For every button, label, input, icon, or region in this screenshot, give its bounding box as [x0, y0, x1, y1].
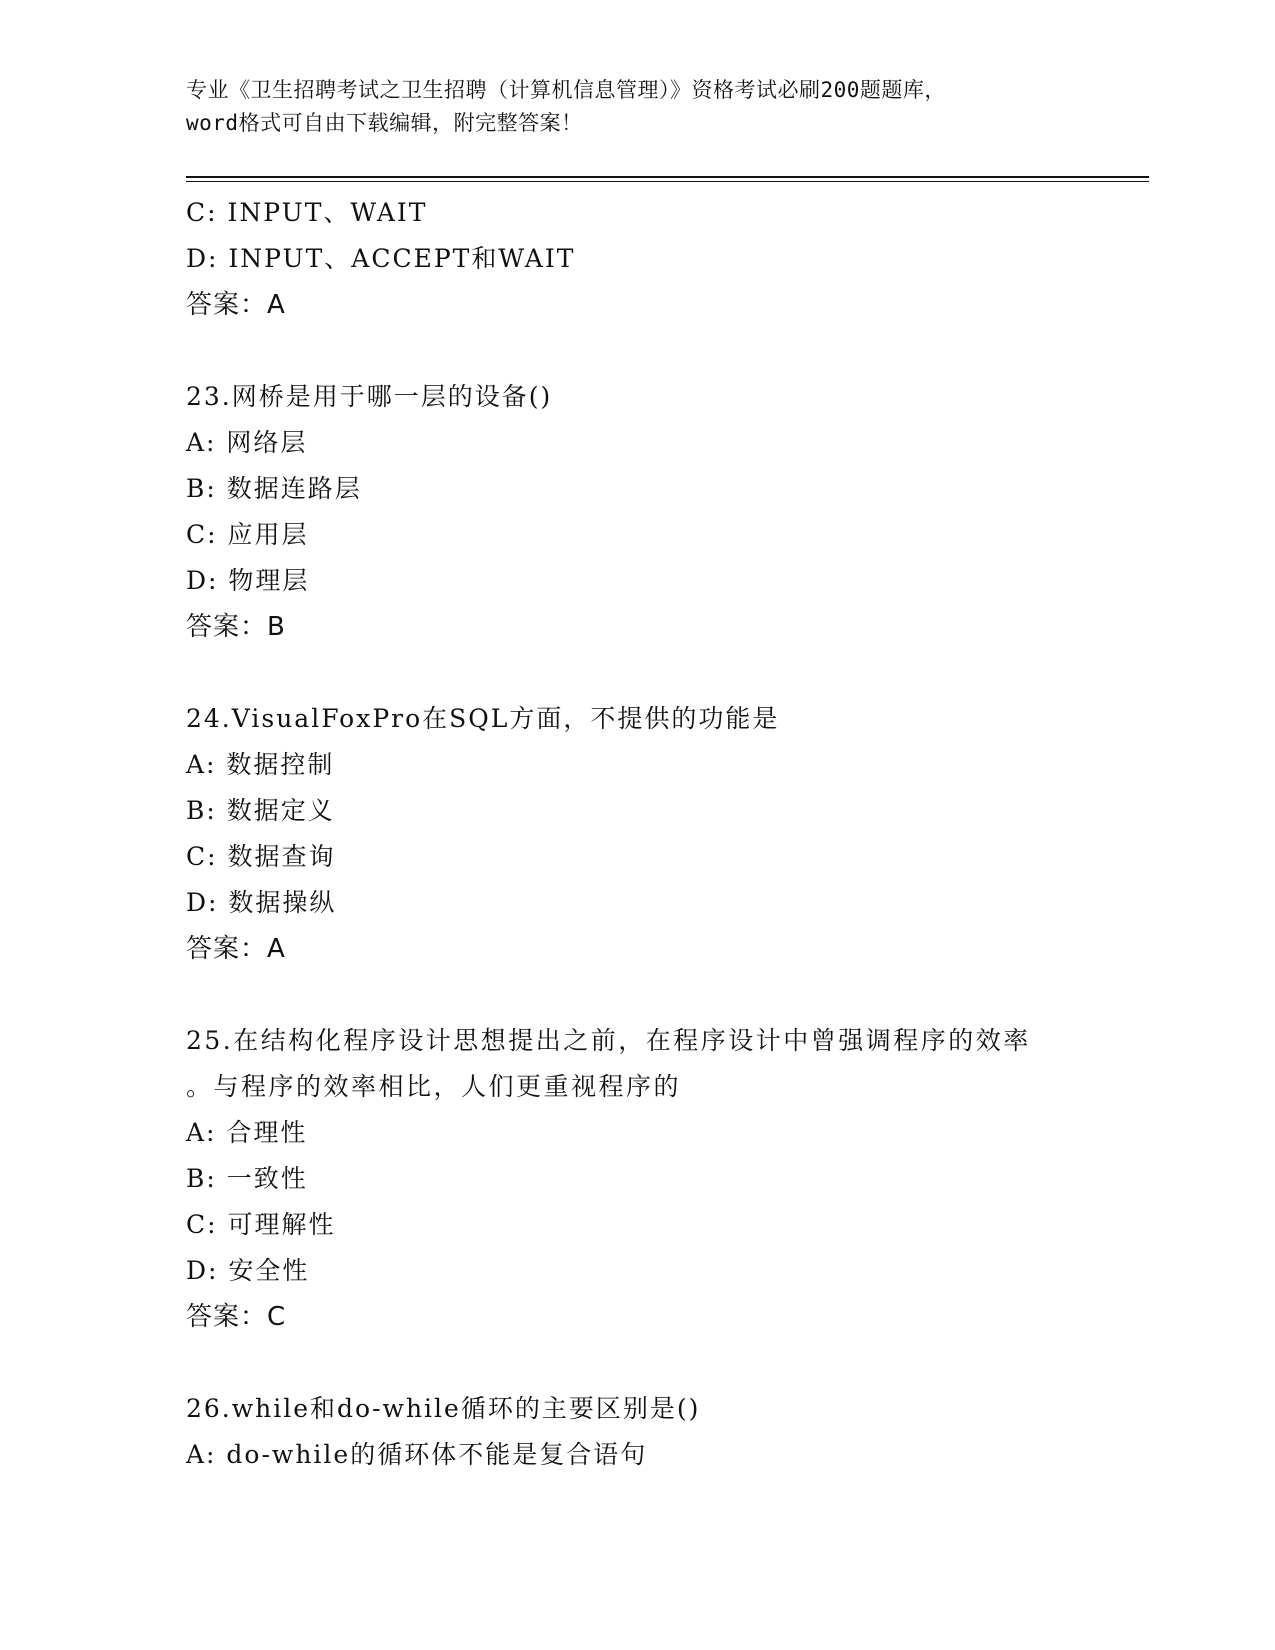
option-d: D: INPUT、ACCEPT和WAIT: [186, 244, 576, 273]
question-23: [186, 374, 1086, 650]
option-a: A: 合理性: [186, 1118, 308, 1147]
option-b: B: 一致性: [186, 1164, 308, 1193]
option-a: A: 数据控制: [186, 750, 335, 779]
header-divider-thick: [186, 176, 1149, 178]
question-stem: 23.网桥是用于哪一层的设备(): [186, 382, 553, 411]
option-b: B: 数据连路层: [186, 474, 362, 503]
option-b: B: 数据定义: [186, 796, 335, 825]
answer-label: 答案：A: [186, 934, 286, 964]
question-22-continuation: [186, 190, 1086, 328]
option-d: D: 物理层: [186, 566, 310, 595]
question-list: [186, 190, 1086, 1478]
spacer: [186, 1340, 1086, 1386]
spacer: [186, 650, 1086, 696]
option-c: C: 可理解性: [186, 1210, 336, 1239]
document-header: [186, 74, 1086, 140]
option-a: A: do-while的循环体不能是复合语句: [186, 1440, 648, 1469]
spacer: [186, 328, 1086, 374]
header-line-1: 专业《卫生招聘考试之卫生招聘（计算机信息管理）》资格考试必刷200题题库，: [186, 78, 946, 102]
question-stem: 26.while和do-while循环的主要区别是(): [186, 1394, 701, 1423]
header-line-2: word格式可自由下载编辑，附完整答案！: [186, 111, 583, 135]
question-25: [186, 1018, 1086, 1340]
option-a: A: 网络层: [186, 428, 308, 457]
question-26: [186, 1386, 1086, 1478]
option-c: C: INPUT、WAIT: [186, 198, 428, 227]
option-c: C: 数据查询: [186, 842, 336, 871]
spacer: [186, 972, 1086, 1018]
question-stem-line-1: 25.在结构化程序设计思想提出之前，在程序设计中曾强调程序的效率: [186, 1026, 1031, 1055]
option-d: D: 数据操纵: [186, 888, 337, 917]
answer-label: 答案：B: [186, 612, 286, 642]
question-stem-line-2: 。与程序的效率相比，人们更重视程序的: [186, 1072, 682, 1101]
option-d: D: 安全性: [186, 1256, 310, 1285]
header-divider-thin: [186, 181, 1149, 182]
option-c: C: 应用层: [186, 520, 309, 549]
question-stem: 24.VisualFoxPro在SQL方面，不提供的功能是: [186, 704, 780, 733]
question-24: [186, 696, 1086, 972]
answer-label: 答案：C: [186, 1302, 287, 1332]
answer-label: 答案：A: [186, 290, 286, 320]
